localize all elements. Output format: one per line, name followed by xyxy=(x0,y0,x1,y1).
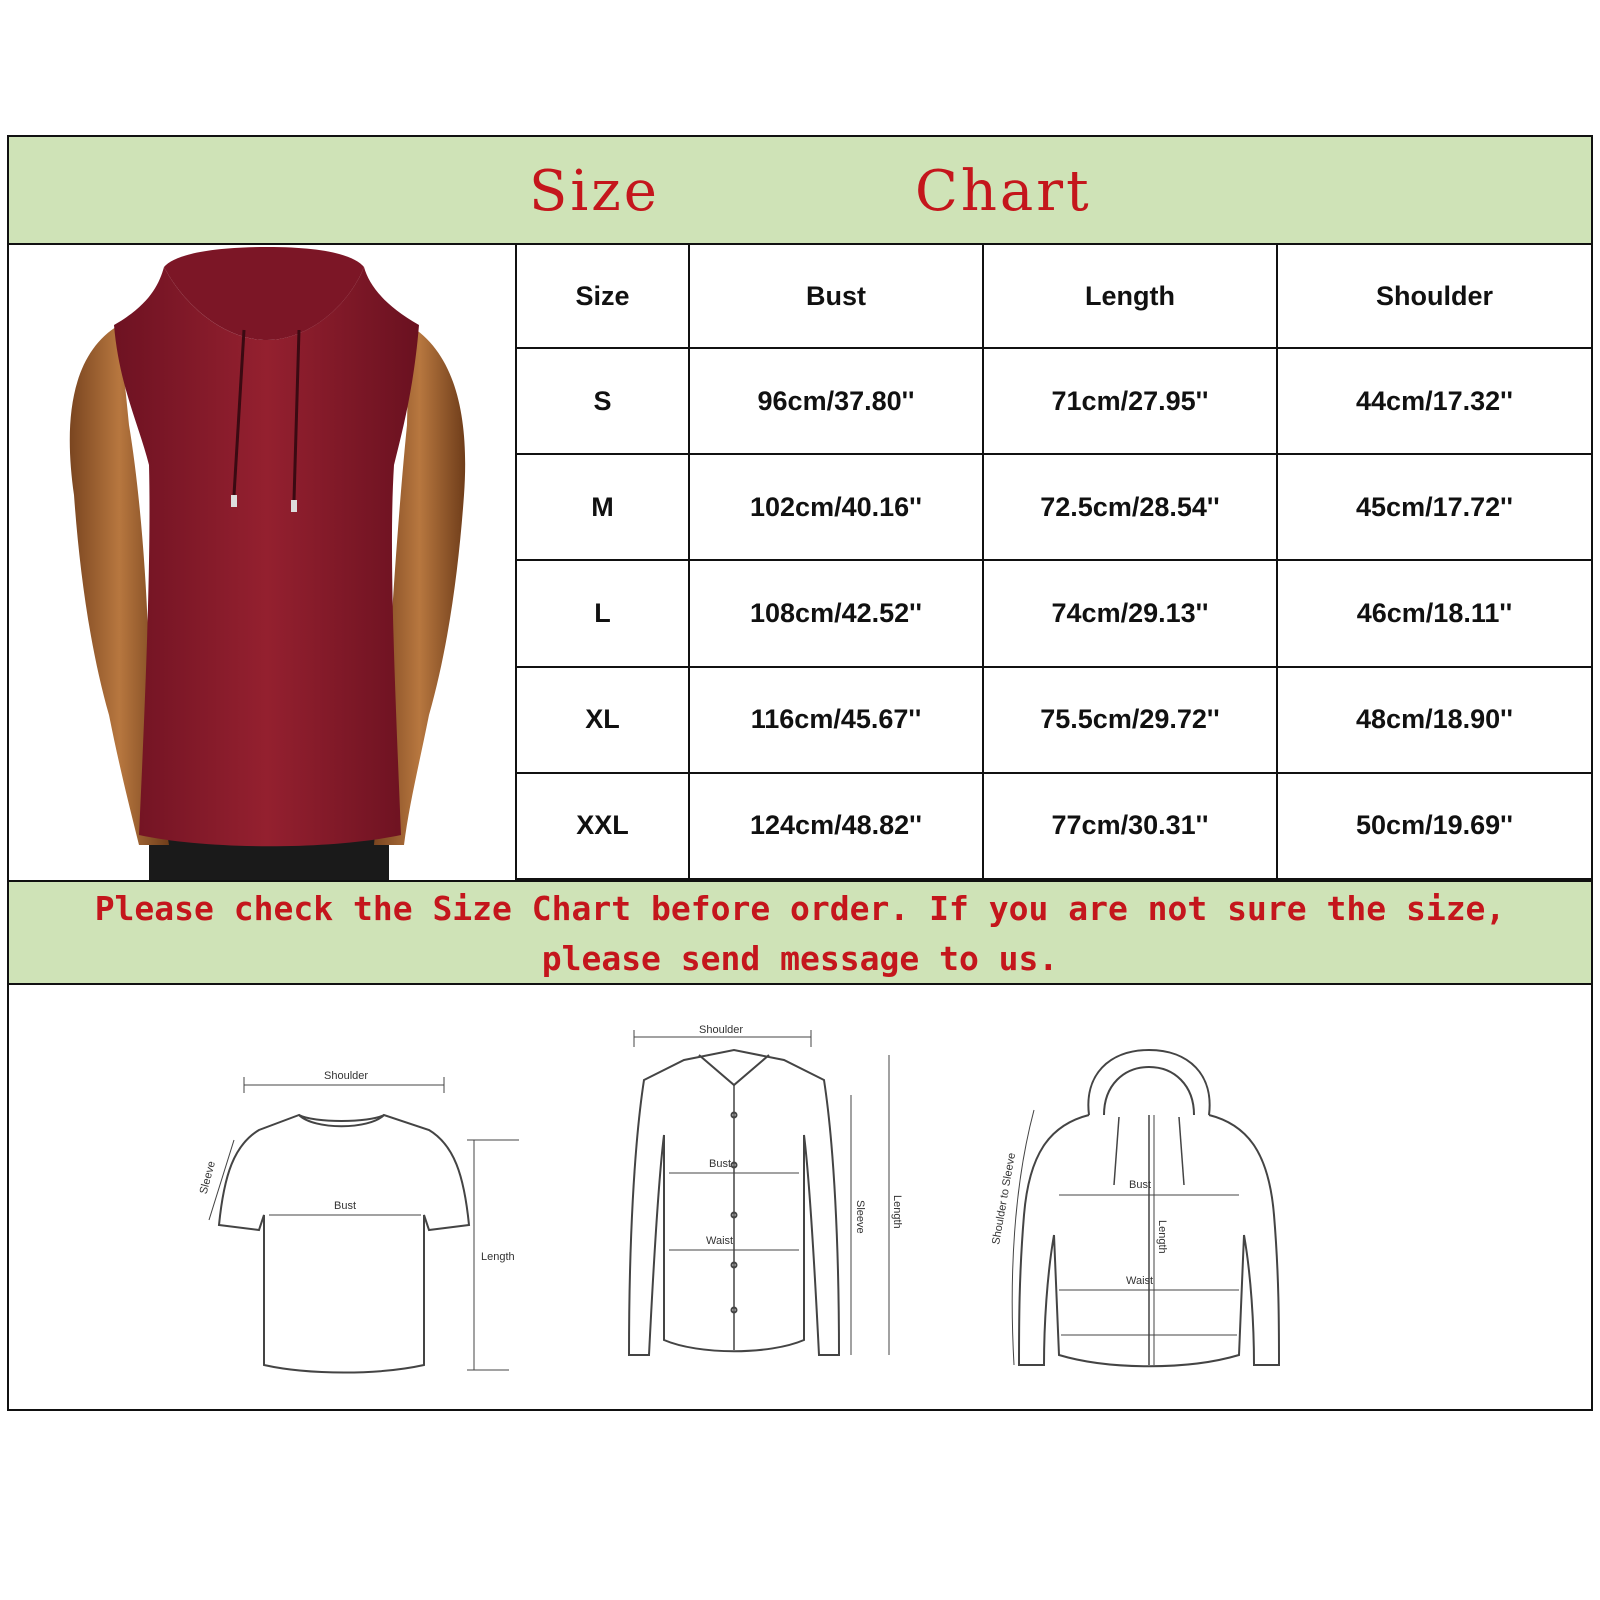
tshirt-shoulder-label: Shoulder xyxy=(324,1070,369,1082)
cell-bust: 108cm/42.52'' xyxy=(689,560,983,666)
cell-shoulder: 44cm/17.32'' xyxy=(1277,348,1591,454)
table-row xyxy=(517,348,1591,454)
size-chart-frame xyxy=(7,135,1593,1411)
shirt-bust-label: Bust xyxy=(709,1158,732,1170)
cell-length: 72.5cm/28.54'' xyxy=(983,454,1277,560)
cell-size: S xyxy=(517,348,689,454)
hoodie-shoulder-to-sleeve-label: Shoulder to Sleeve xyxy=(990,1151,1019,1246)
measurement-diagrams xyxy=(9,985,1591,1409)
header-length: Length xyxy=(983,245,1277,348)
table-row xyxy=(517,560,1591,666)
title-word-chart: Chart xyxy=(915,159,1092,224)
table-row xyxy=(517,667,1591,773)
cell-length: 71cm/27.95'' xyxy=(983,348,1277,454)
hoodie-waist-label: Waist xyxy=(1126,1275,1154,1287)
shirt-length-label: Length xyxy=(891,1195,903,1229)
cell-length: 74cm/29.13'' xyxy=(983,560,1277,666)
notice-text: Please check the Size Chart before order. If you are not sure the size, please send message to us. xyxy=(94,889,1506,978)
title-word-size: Size xyxy=(529,159,660,224)
cell-size: L xyxy=(517,560,689,666)
product-photo-cell xyxy=(9,245,517,880)
cell-bust: 124cm/48.82'' xyxy=(689,773,983,879)
tshirt-sleeve-label: Sleeve xyxy=(197,1159,219,1196)
header-bust: Bust xyxy=(689,245,983,348)
hoodie-bust-label: Bust xyxy=(1129,1179,1152,1191)
table-row xyxy=(517,773,1591,879)
cell-size: M xyxy=(517,454,689,560)
cell-length: 77cm/30.31'' xyxy=(983,773,1277,879)
notice-band xyxy=(9,880,1591,985)
tshirt-diagram xyxy=(189,1045,549,1375)
table-row xyxy=(517,454,1591,560)
shirt-diagram xyxy=(589,1025,919,1375)
hoodie-length-label: Length xyxy=(1156,1220,1168,1254)
header-size: Size xyxy=(517,245,689,348)
cell-shoulder: 45cm/17.72'' xyxy=(1277,454,1591,560)
tshirt-bust-label: Bust xyxy=(334,1200,357,1212)
shirt-waist-label: Waist xyxy=(706,1235,734,1247)
cell-length: 75.5cm/29.72'' xyxy=(983,667,1277,773)
product-photo xyxy=(9,245,515,880)
shirt-sleeve-label: Sleeve xyxy=(854,1200,866,1234)
shirt-shoulder-label: Shoulder xyxy=(699,1025,744,1036)
cell-bust: 96cm/37.80'' xyxy=(689,348,983,454)
cell-shoulder: 48cm/18.90'' xyxy=(1277,667,1591,773)
cell-shoulder: 46cm/18.11'' xyxy=(1277,560,1591,666)
table-header-row xyxy=(517,245,1591,348)
hoodie-diagram xyxy=(989,1035,1319,1385)
header-shoulder: Shoulder xyxy=(1277,245,1591,348)
size-table xyxy=(517,245,1591,880)
cell-bust: 116cm/45.67'' xyxy=(689,667,983,773)
cell-bust: 102cm/40.16'' xyxy=(689,454,983,560)
title-band xyxy=(9,137,1591,245)
cell-shoulder: 50cm/19.69'' xyxy=(1277,773,1591,879)
cell-size: XL xyxy=(517,667,689,773)
tshirt-length-label: Length xyxy=(481,1251,515,1263)
cell-size: XXL xyxy=(517,773,689,879)
